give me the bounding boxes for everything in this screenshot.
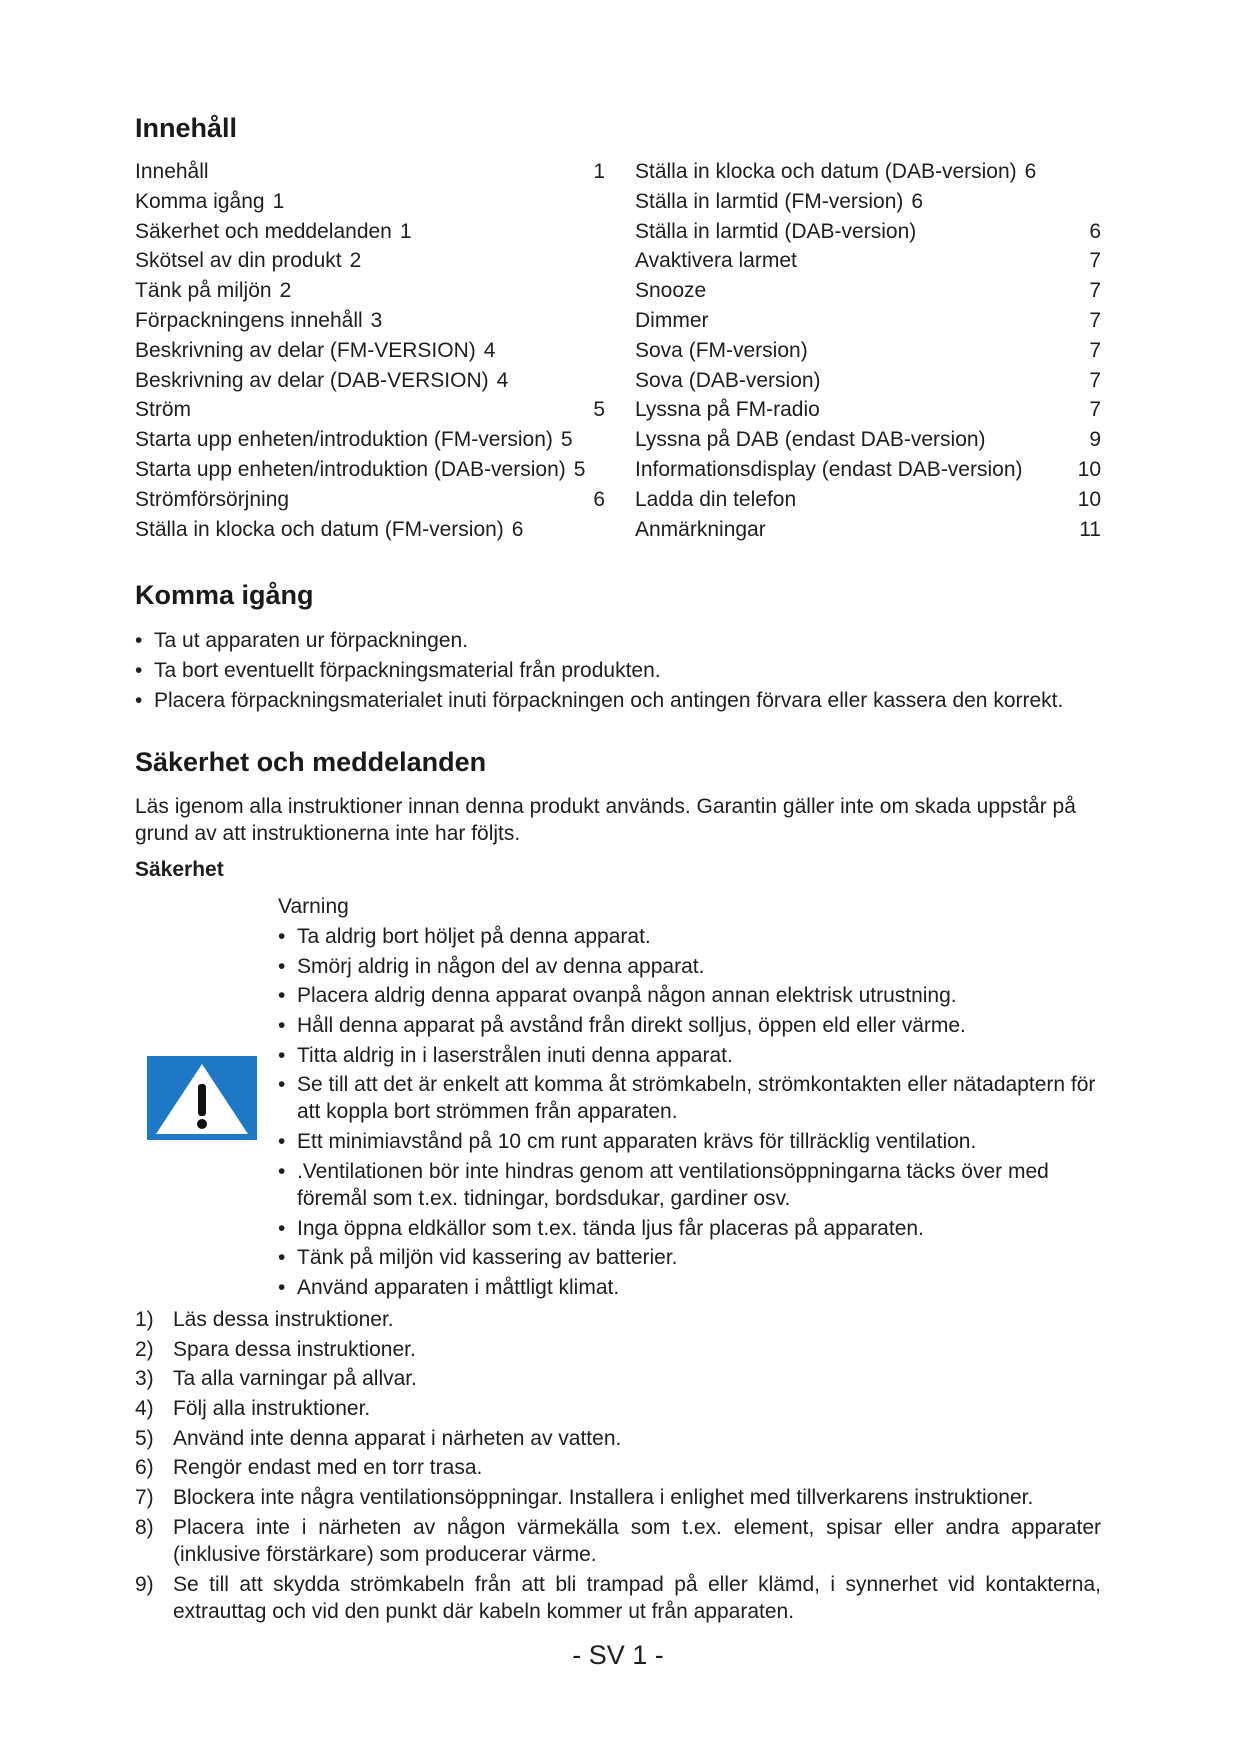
item-number: 2) [135, 1337, 154, 1361]
toc-entry-page: 5 [573, 457, 586, 481]
warning-item: • Placera aldrig denna apparat ovanpå någon annan elektrisk utrustning. [278, 982, 1101, 1009]
toc-entry-title: Beskrivning av delar (DAB-VERSION) [135, 368, 489, 392]
safety-heading: Säkerhet och meddelanden [135, 747, 487, 777]
toc-entry-page: 4 [496, 368, 509, 392]
toc-entry [135, 425, 605, 455]
toc-entry-page: 4 [483, 338, 496, 362]
instruction-item [135, 1365, 1101, 1392]
safety-subheading: Säkerhet [135, 858, 224, 881]
toc-entry [135, 157, 605, 187]
toc-entry [135, 395, 605, 425]
page-number: - SV 1 - [572, 1640, 664, 1670]
toc-entry-title: Beskrivning av delar (FM-VERSION) [135, 338, 476, 362]
item-number: 9) [135, 1572, 154, 1596]
toc-entry-page: 7 [1089, 279, 1101, 303]
item-number: 5) [135, 1426, 154, 1450]
toc-entry-page: 7 [1089, 398, 1101, 422]
toc-entry [135, 455, 605, 485]
toc-entry-page: 6 [1089, 219, 1101, 243]
toc-heading: Innehåll [135, 113, 238, 143]
toc-entry [635, 306, 1101, 336]
warning-item: • Se till att det är enkelt att komma åt strömkabeln, strömkontakten eller nätadaptern för att koppla bort strömmen från apparaten. [278, 1071, 1101, 1125]
toc-entry-page: 7 [1089, 249, 1101, 273]
toc-entry [635, 515, 1101, 545]
item-text: Följ alla instruktioner. [173, 1397, 371, 1421]
toc-entry-title: Dimmer [635, 308, 709, 332]
item-text: Rengör endast med en torr trasa. [173, 1456, 483, 1480]
toc-entry-title: Avaktivera larmet [635, 249, 797, 273]
toc-entry [135, 246, 605, 276]
toc-right-column [635, 157, 1101, 544]
toc-entry-page: 6 [511, 517, 524, 541]
warning-item: • Håll denna apparat på avstånd från direkt solljus, öppen eld eller värme. [278, 1012, 1101, 1039]
instruction-item [135, 1484, 1101, 1511]
list-item: • Ta bort eventuellt förpackningsmaterial från produkten. [135, 656, 1063, 686]
toc-entry [135, 336, 605, 366]
toc-entry [135, 276, 605, 306]
toc-entry [635, 276, 1101, 306]
toc-entry [635, 395, 1101, 425]
toc-entry-page: 1 [593, 160, 605, 183]
warning-item: • Tänk på miljön vid kassering av batterier. [278, 1244, 1101, 1271]
toc-entry-page: 5 [560, 428, 573, 452]
warning-block [278, 891, 1101, 1304]
toc-entry-title: Ställa in klocka och datum (FM-version) [135, 517, 504, 541]
toc-entry-page: 1 [399, 219, 412, 243]
toc-entry-title: Tänk på miljön [135, 279, 272, 303]
instruction-item [135, 1425, 1101, 1452]
item-text: Ta alla varningar på allvar. [173, 1367, 417, 1391]
toc-entry [635, 336, 1101, 366]
item-text: Läs dessa instruktioner. [173, 1308, 394, 1331]
item-text: Se till att skydda strömkabeln från att bli trampad på eller klämd, i synnerhet vid kontakterna, extrauttag och vid den punkt där kabeln kommer ut från apparaten. [173, 1572, 1101, 1623]
instruction-item [135, 1336, 1101, 1363]
toc-entry-page: 10 [1077, 487, 1101, 511]
list-item: • Placera förpackningsmaterialet inuti förpackningen och antingen förvara eller kassera den korrekt. [135, 686, 1063, 716]
warning-title: Varning [278, 895, 349, 918]
item-number: 8) [135, 1515, 154, 1539]
warning-item: • Ta aldrig bort höljet på denna apparat. [278, 923, 1101, 950]
toc-entry-title: Ställa in klocka och datum (DAB-version) [635, 160, 1017, 183]
toc-entry [635, 217, 1101, 247]
toc-entry-page: 1 [272, 189, 285, 213]
toc-entry-title: Anmärkningar [635, 517, 766, 541]
warning-item: • Titta aldrig in i laserstrålen inuti denna apparat. [278, 1042, 1101, 1069]
toc-entry-title: Sova (DAB-version) [635, 368, 821, 392]
safety-intro: Läs igenom alla instruktioner innan denna produkt används. Garantin gäller inte om skada uppstår på grund av att instruktionerna inte har följts. [135, 795, 1076, 845]
toc-entry-page: 5 [593, 398, 605, 422]
toc-entry-title: Starta upp enheten/introduktion (DAB-version) [135, 457, 566, 481]
item-number: 6) [135, 1456, 154, 1480]
list-item: • Ta ut apparaten ur förpackningen. [135, 626, 1063, 656]
toc-entry [135, 366, 605, 396]
toc-entry [635, 485, 1101, 515]
toc-entry [135, 485, 605, 515]
item-number: 3) [135, 1367, 154, 1391]
toc-entry-title: Förpackningens innehåll [135, 308, 363, 332]
warning-item: • Inga öppna eldkällor som t.ex. tända ljus får placeras på apparaten. [278, 1215, 1101, 1242]
toc-entry-title: Ström [135, 398, 192, 422]
toc-entry [135, 515, 605, 545]
item-number: 4) [135, 1397, 154, 1421]
toc-entry-title: Komma igång [135, 189, 265, 213]
toc-entry [635, 455, 1101, 485]
toc-entry [635, 425, 1101, 455]
warning-item: • Smörj aldrig in någon del av denna apparat. [278, 953, 1101, 980]
toc-entry-page: 3 [370, 308, 383, 332]
toc-entry [135, 187, 605, 217]
toc-entry-title: Strömförsörjning [135, 487, 290, 511]
toc-entry-title: Snooze [635, 279, 707, 303]
item-text: Blockera inte några ventilationsöppningar. Installera i enlighet med tillverkarens instruktioner. [173, 1486, 1034, 1510]
toc-entry-page: 6 [1024, 160, 1037, 183]
getting-started-list [135, 626, 1063, 715]
getting-started-heading: Komma igång [135, 580, 314, 610]
instruction-item [135, 1306, 1101, 1333]
toc-entry-title: Sova (FM-version) [635, 338, 808, 362]
toc-entry-page: 2 [349, 249, 362, 273]
toc-entry-title: Informationsdisplay (endast DAB-version) [635, 457, 1023, 481]
toc-entry-title: Innehåll [135, 160, 209, 183]
toc-entry-page: 11 [1079, 517, 1101, 541]
toc-entry [635, 187, 1101, 217]
toc-entry-title: Lyssna på FM-radio [635, 398, 820, 422]
toc-entry-title: Ställa in larmtid (DAB-version) [635, 219, 917, 243]
warning-list [278, 923, 1101, 1301]
toc-entry [635, 246, 1101, 276]
toc-entry-title: Ladda din telefon [635, 487, 797, 511]
warning-item: • Ett minimiavstånd på 10 cm runt apparaten krävs för tillräcklig ventilation. [278, 1128, 1101, 1155]
item-number: 1) [135, 1308, 154, 1331]
warning-item: • .Ventilationen bör inte hindras genom att ventilationsöppningarna täcks över med föremål som t.ex. tidningar, bordsdukar, gardiner osv. [278, 1158, 1101, 1212]
item-text: Spara dessa instruktioner. [173, 1337, 416, 1361]
toc-entry-title: Skötsel av din produkt [135, 249, 342, 273]
toc-entry-page: 2 [279, 279, 292, 303]
instruction-item [135, 1514, 1101, 1568]
item-number: 7) [135, 1486, 154, 1510]
item-text: Använd inte denna apparat i närheten av vatten. [173, 1426, 622, 1450]
toc-entry [135, 217, 605, 247]
instruction-item [135, 1571, 1101, 1625]
toc-entry-title: Ställa in larmtid (FM-version) [635, 189, 904, 213]
toc-entry-page: 10 [1077, 457, 1101, 481]
instruction-item [135, 1454, 1101, 1481]
warning-item: • Använd apparaten i måttligt klimat. [278, 1274, 1101, 1301]
toc-entry [635, 366, 1101, 396]
toc-entry [635, 157, 1101, 187]
toc-entry-title: Lyssna på DAB (endast DAB-version) [635, 428, 986, 452]
toc-entry-title: Säkerhet och meddelanden [135, 219, 392, 243]
warning-triangle-icon [147, 1056, 257, 1140]
toc-entry-page: 7 [1089, 308, 1101, 332]
toc-entry [135, 306, 605, 336]
toc-entry-page: 7 [1089, 338, 1101, 362]
toc-entry-page: 7 [1089, 368, 1101, 392]
toc-entry-title: Starta upp enheten/introduktion (FM-version) [135, 428, 553, 452]
toc-entry-page: 6 [593, 487, 605, 511]
toc-entry-page: 6 [911, 189, 924, 213]
toc-entry-page: 9 [1089, 428, 1101, 452]
instructions-list [135, 1306, 1101, 1627]
instruction-item [135, 1395, 1101, 1422]
item-text: Placera inte i närheten av någon värmekälla som t.ex. element, spisar eller andra apparater (inklusive förstärkare) som producerar värme. [173, 1515, 1101, 1566]
toc-left-column [135, 157, 605, 544]
